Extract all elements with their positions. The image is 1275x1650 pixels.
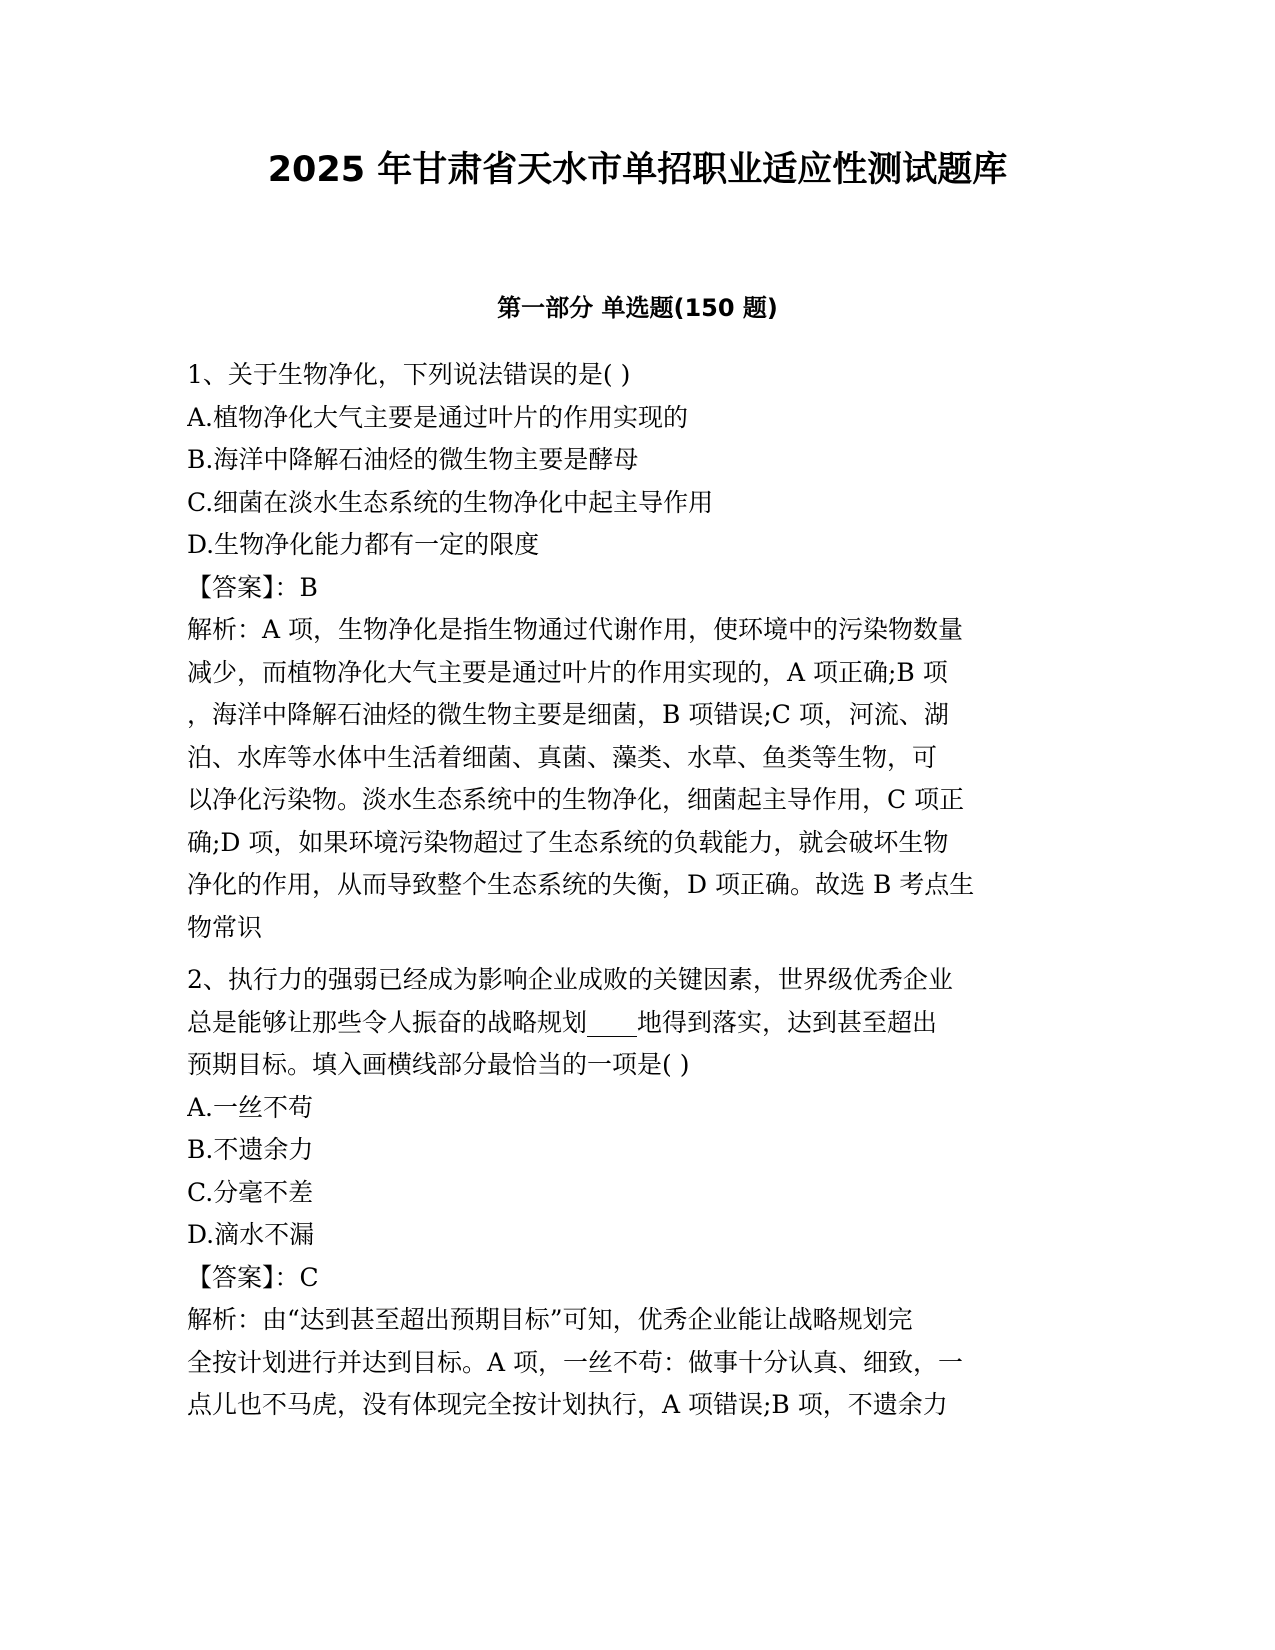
- analysis-line: 确;D 项，如果环境污染物超过了生态系统的负载能力，就会破坏生物: [187, 827, 949, 857]
- document-title: 2025 年甘肃省天水市单招职业适应性测试题库: [267, 150, 1008, 190]
- option-c: C.分毫不差: [187, 1177, 314, 1207]
- question-stem: 2、执行力的强弱已经成为影响企业成败的关键因素，世界级优秀企业: [187, 965, 953, 994]
- analysis-line: 物常识: [187, 912, 263, 942]
- analysis-line: 解析：由“达到甚至超出预期目标”可知，优秀企业能让战略规划完: [187, 1305, 913, 1334]
- question-stem: 总是能够让那些令人振奋的战略规划____地得到落实，达到甚至超出: [187, 1007, 938, 1037]
- analysis-line: 解析：A 项，生物净化是指生物通过代谢作用，使环境中的污染物数量: [187, 615, 964, 644]
- analysis-line: 减少，而植物净化大气主要是通过叶片的作用实现的，A 项正确;B 项: [187, 657, 948, 687]
- question-list: [187, 354, 1082, 1427]
- analysis-line: ，海洋中降解石油烃的微生物主要是细菌，B 项错误;C 项，河流、湖: [187, 700, 949, 729]
- answer-line: 【答案】：B: [187, 572, 318, 602]
- question-item: [187, 354, 1082, 949]
- option-b: B.不遗余力: [187, 1135, 314, 1164]
- answer-line: 【答案】：C: [187, 1262, 319, 1292]
- analysis-line: 泊、水库等水体中生活着细菌、真菌、藻类、水草、鱼类等生物，可: [187, 742, 938, 772]
- analysis-line: 全按计划进行并达到目标。A 项，一丝不苟：做事十分认真、细致，一: [187, 1347, 964, 1377]
- option-b: B.海洋中降解石油烃的微生物主要是酵母: [187, 445, 639, 474]
- option-a: A.一丝不苟: [187, 1092, 314, 1122]
- option-d: D.生物净化能力都有一定的限度: [187, 530, 540, 559]
- question-stem: 1、关于生物净化，下列说法错误的是( ): [187, 360, 631, 389]
- question-item: [187, 959, 1082, 1427]
- section-heading: 第一部分 单选题(150 题): [497, 294, 778, 322]
- analysis-line: 点儿也不马虎，没有体现完全按计划执行，A 项错误;B 项，不遗余力: [187, 1390, 948, 1419]
- question-stem: 预期目标。填入画横线部分最恰当的一项是( ): [187, 1050, 690, 1079]
- analysis-line: 净化的作用，从而导致整个生态系统的失衡，D 项正确。故选 B 考点生: [187, 870, 975, 899]
- option-a: A.植物净化大气主要是通过叶片的作用实现的: [187, 402, 689, 432]
- option-d: D.滴水不漏: [187, 1220, 315, 1249]
- option-c: C.细菌在淡水生态系统的生物净化中起主导作用: [187, 487, 714, 517]
- analysis-line: 以净化污染物。淡水生态系统中的生物净化，细菌起主导作用，C 项正: [187, 785, 965, 814]
